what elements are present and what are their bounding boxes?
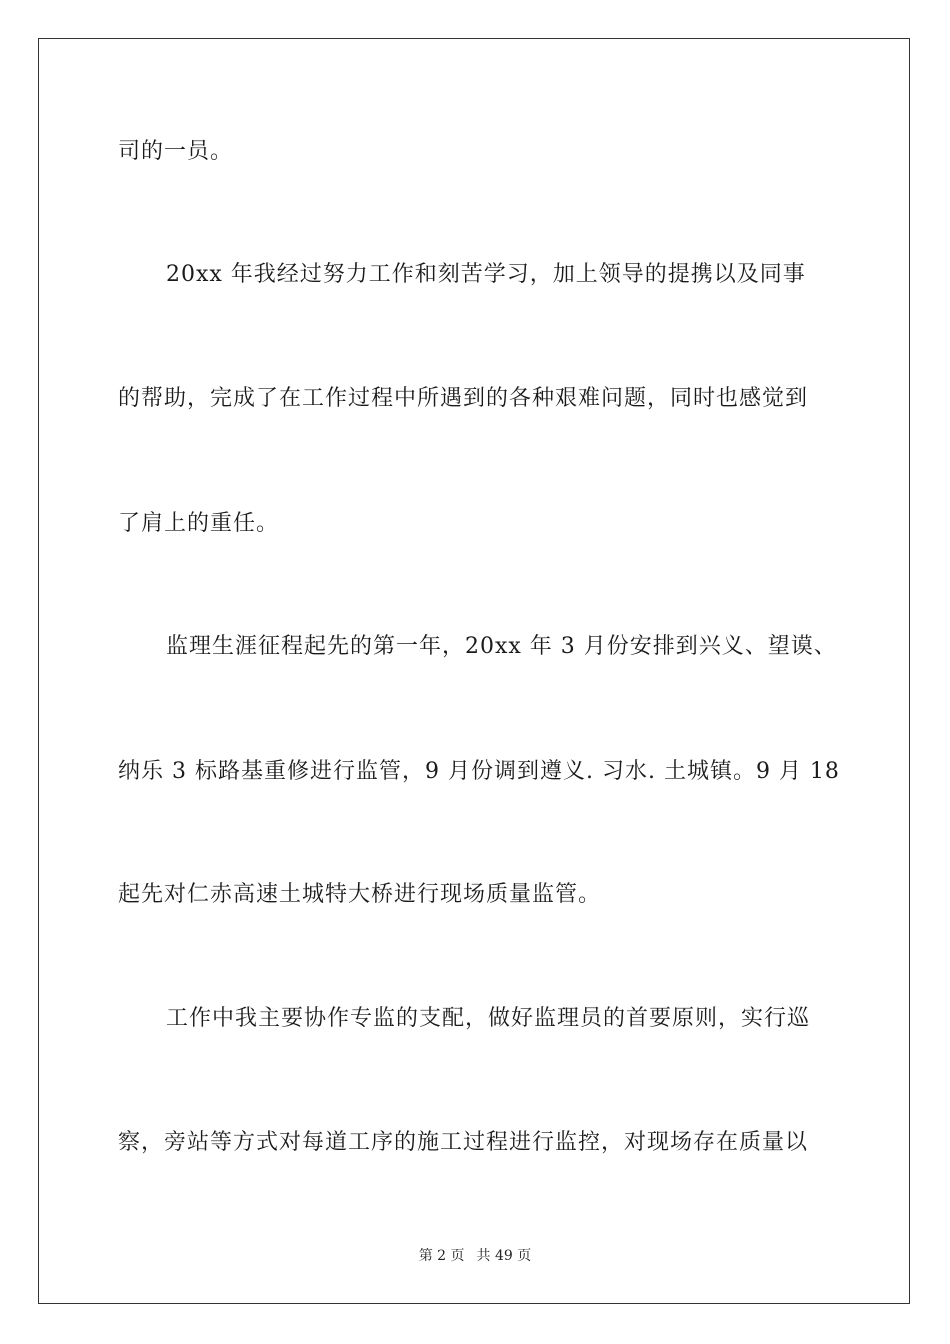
text-line-7: 起先对仁赤高速土城特大桥进行现场质量监管。 xyxy=(118,882,602,907)
text-line-8: 工作中我主要协作专监的支配，做好监理员的首要原则，实行巡 xyxy=(166,1006,811,1031)
text-line-3: 的帮助，完成了在工作过程中所遇到的各种艰难问题，同时也感觉到 xyxy=(118,386,809,411)
text-line-5: 监理生涯征程起先的第一年，20xx 年 3 月份安排到兴义、望谟、 xyxy=(166,634,837,659)
text-line-4: 了肩上的重任。 xyxy=(118,511,280,536)
page-total: 共 49 页 xyxy=(476,1248,532,1264)
page-number: 第 2 页 xyxy=(418,1248,465,1264)
text-line-9: 察，旁站等方式对每道工序的施工过程进行监控，对现场存在质量以 xyxy=(118,1130,809,1155)
text-line-1: 司的一员。 xyxy=(118,139,234,164)
text-line-6: 纳乐 3 标路基重修进行监管，9 月份调到遵义. 习水. 土城镇。9 月 18 xyxy=(118,759,840,784)
text-line-2: 20xx 年我经过努力工作和刻苦学习，加上领导的提携以及同事 xyxy=(166,262,806,287)
page-footer xyxy=(0,1246,950,1266)
page-border xyxy=(38,38,910,1304)
